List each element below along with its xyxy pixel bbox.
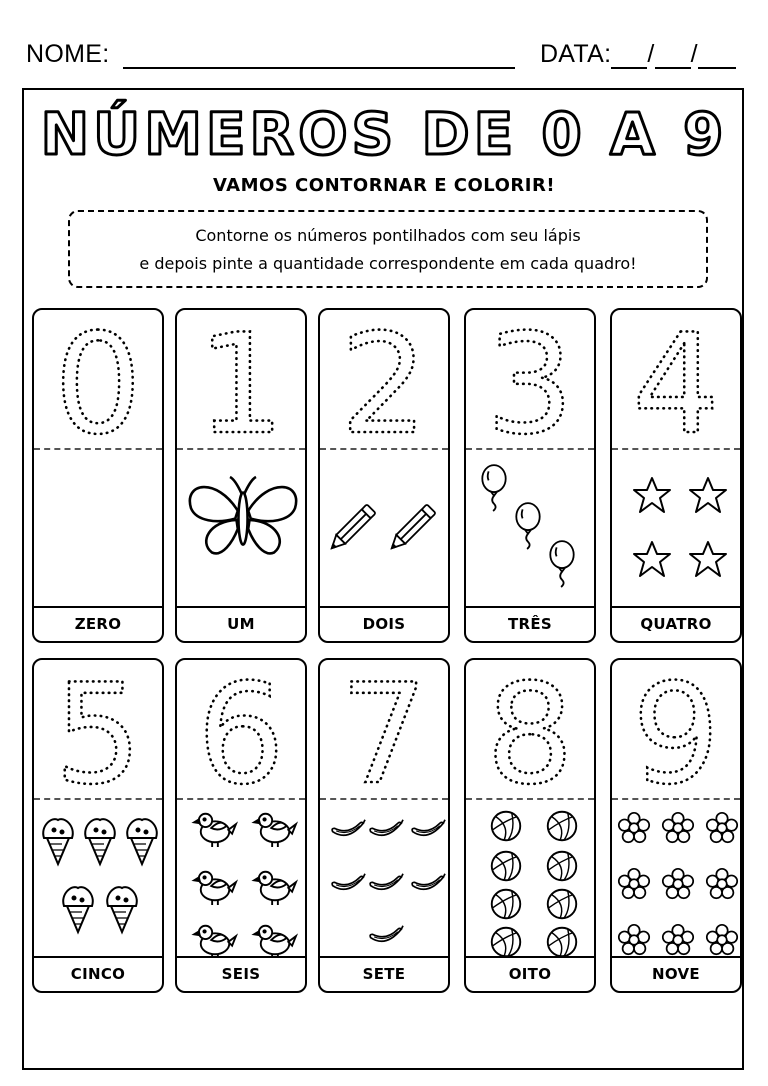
ice-cream-icon[interactable] [85,819,115,864]
tracing-digit[interactable] [177,660,305,798]
tracing-digit-text: 8 [486,660,574,798]
tracing-digit[interactable] [34,310,162,448]
flower-icon[interactable] [619,869,649,898]
number-word-label: CINCO [34,956,162,991]
flower-icon[interactable] [707,925,737,954]
banana-icon[interactable] [412,874,445,890]
tracing-digit[interactable] [320,310,448,448]
number-card-8 [464,658,596,993]
ice-cream-icon[interactable] [63,887,93,932]
date-separator: / [690,40,698,68]
bird-icon[interactable] [254,926,296,956]
data-label: DATA: [539,40,612,68]
number-card-7 [318,658,450,993]
day-field[interactable] [611,43,647,69]
tracing-digit[interactable] [612,310,740,448]
ball-icon[interactable] [492,812,521,841]
tracing-digit[interactable] [34,660,162,798]
number-word-label: SEIS [177,956,305,991]
number-card-9 [610,658,742,993]
bird-icon[interactable] [194,872,236,905]
number-word-label: ZERO [34,606,162,641]
coloring-picture-area[interactable] [466,800,594,956]
number-card-6 [175,658,307,993]
butterfly-icon[interactable] [190,477,296,553]
banana-icon[interactable] [332,820,365,836]
coloring-picture-area[interactable] [320,800,448,956]
instructions-line-2: e depois pinte a quantidade correspondente em cada quadro! [139,254,637,273]
coloring-picture-area[interactable] [612,800,740,956]
tracing-digit[interactable] [177,310,305,448]
coloring-picture-area[interactable] [34,800,162,956]
star-icon[interactable] [634,478,670,512]
tracing-digit[interactable] [466,660,594,798]
number-card-4 [610,308,742,643]
tracing-digit-text: 9 [632,660,720,798]
coloring-picture-area[interactable] [320,450,448,606]
flower-icon[interactable] [707,813,737,842]
tracing-digit[interactable] [320,660,448,798]
number-card-0 [32,308,164,643]
number-word-label: OITO [466,956,594,991]
coloring-picture-area[interactable] [177,450,305,606]
banana-icon[interactable] [332,874,365,890]
ball-icon[interactable] [548,928,577,956]
instructions-box [68,210,708,288]
tracing-digit-text: 0 [54,310,142,448]
bird-icon[interactable] [194,814,236,847]
banana-icon[interactable] [370,874,403,890]
ball-icon[interactable] [548,852,577,881]
tracing-digit-text: 5 [54,660,142,798]
coloring-picture-area[interactable] [177,800,305,956]
name-date-header [26,40,736,69]
bird-icon[interactable] [254,814,296,847]
page-title-text: NÚMEROS DE 0 A 9 [40,100,728,168]
pencil-icon[interactable] [387,504,435,552]
flower-icon[interactable] [663,869,693,898]
name-field[interactable] [123,43,515,69]
tracing-digit-text: 2 [340,310,428,448]
ball-icon[interactable] [492,852,521,881]
flower-icon[interactable] [663,813,693,842]
bird-icon[interactable] [254,872,296,905]
flower-icon[interactable] [619,925,649,954]
number-word-label: DOIS [320,606,448,641]
ice-cream-icon[interactable] [43,819,73,864]
nome-label: NOME: [26,40,110,68]
instructions-line-1: Contorne os números pontilhados com seu lápis [195,226,581,245]
star-icon[interactable] [690,478,726,512]
ball-icon[interactable] [548,890,577,919]
tracing-digit-text: 3 [486,310,574,448]
coloring-picture-area[interactable] [34,450,162,606]
flower-icon[interactable] [707,869,737,898]
page-title [0,96,768,168]
coloring-picture-area[interactable] [466,450,594,606]
number-word-label: UM [177,606,305,641]
ice-cream-icon[interactable] [107,887,137,932]
flower-icon[interactable] [663,925,693,954]
balloon-icon[interactable] [482,465,505,511]
star-icon[interactable] [690,542,726,576]
star-icon[interactable] [634,542,670,576]
bird-icon[interactable] [194,926,236,956]
ball-icon[interactable] [492,890,521,919]
year-field[interactable] [698,43,736,69]
balloon-icon[interactable] [516,503,539,549]
tracing-digit[interactable] [466,310,594,448]
number-word-label: SETE [320,956,448,991]
banana-icon[interactable] [412,820,445,836]
ice-cream-icon[interactable] [127,819,157,864]
number-card-5 [32,658,164,993]
date-separator: / [647,40,655,68]
number-word-label: TRÊS [466,606,594,641]
tracing-digit-text: 1 [197,310,285,448]
number-word-label: QUATRO [612,606,740,641]
tracing-digit-text: 6 [197,660,285,798]
tracing-digit[interactable] [612,660,740,798]
banana-icon[interactable] [370,820,403,836]
subtitle: VAMOS CONTORNAR E COLORIR! [212,175,556,196]
balloon-icon[interactable] [550,541,573,587]
tracing-digit-text: 7 [340,660,428,798]
number-card-1 [175,308,307,643]
coloring-picture-area[interactable] [612,450,740,606]
tracing-digit-text: 4 [632,310,720,448]
number-word-label: NOVE [612,956,740,991]
ball-icon[interactable] [492,928,521,956]
banana-icon[interactable] [370,926,403,942]
number-card-3 [464,308,596,643]
number-card-2 [318,308,450,643]
month-field[interactable] [655,43,691,69]
pencil-icon[interactable] [327,504,375,552]
flower-icon[interactable] [619,813,649,842]
ball-icon[interactable] [548,812,577,841]
